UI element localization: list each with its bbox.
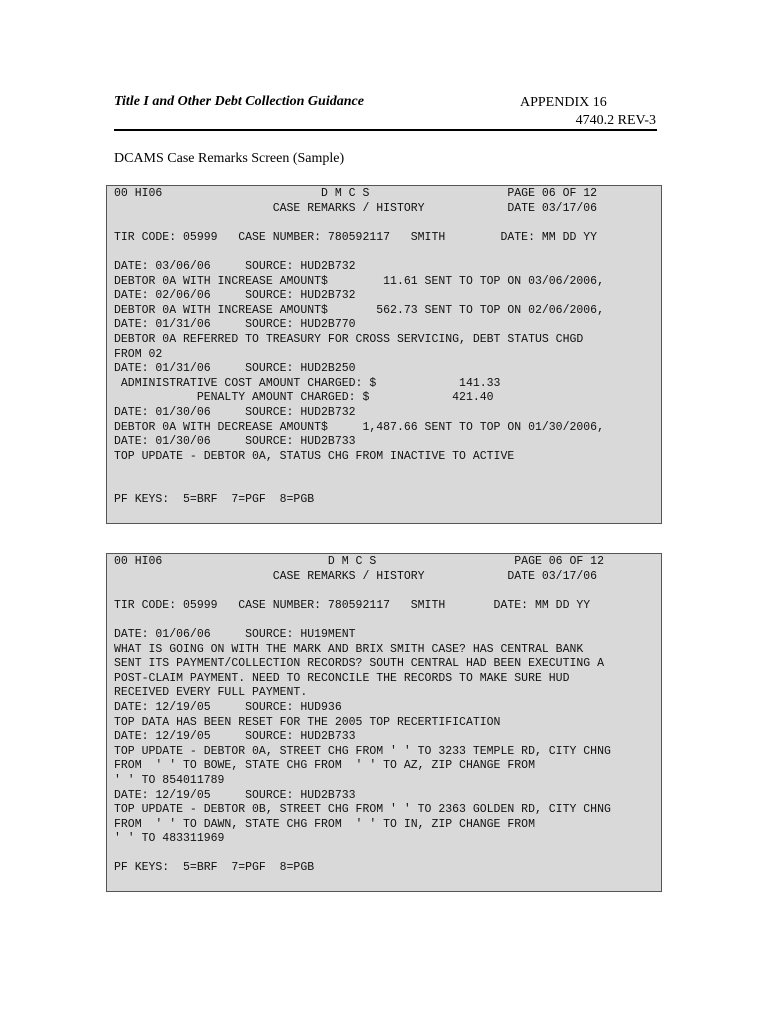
appendix-label: APPENDIX 16	[520, 95, 607, 110]
screen-line: FROM ' ' TO DAWN, STATE CHG FROM ' ' TO IN, ZIP CHANGE FROM	[114, 817, 535, 831]
screen-line: DEBTOR 0A WITH INCREASE AMOUNT$ 11.61 SENT TO TOP ON 03/06/2006,	[114, 274, 604, 288]
screen-2-text	[114, 555, 654, 876]
screen-line: DATE: 03/06/06 SOURCE: HUD2B732	[114, 259, 356, 273]
screen-line: DATE: 02/06/06 SOURCE: HUD2B732	[114, 289, 356, 303]
screen-line: TIR CODE: 05999 CASE NUMBER: 780592117 SMITH DATE: MM DD YY	[114, 598, 591, 612]
screen-line: DATE: 12/19/05 SOURCE: HUD936	[114, 700, 342, 714]
screen-line: DATE: 01/30/06 SOURCE: HUD2B732	[114, 405, 356, 419]
screen-line: RECEIVED EVERY FULL PAYMENT.	[114, 686, 308, 700]
screen-line: DATE: 12/19/05 SOURCE: HUD2B733	[114, 730, 356, 744]
appendix-block	[520, 94, 656, 130]
screen-1-text	[114, 187, 654, 508]
screen-line: WHAT IS GOING ON WITH THE MARK AND BRIX SMITH CASE? HAS CENTRAL BANK	[114, 642, 584, 656]
screen-line: FROM ' ' TO BOWE, STATE CHG FROM ' ' TO AZ, ZIP CHANGE FROM	[114, 759, 535, 773]
document-title: Title I and Other Debt Collection Guidance	[114, 94, 364, 109]
screen-line: ADMINISTRATIVE COST AMOUNT CHARGED: $ 141.33	[114, 376, 501, 390]
screen-line: TIR CODE: 05999 CASE NUMBER: 780592117 SMITH DATE: MM DD YY	[114, 230, 598, 244]
header-divider	[114, 129, 657, 131]
dcams-screen-1	[106, 185, 662, 524]
screen-line: 00 HI06 D M C S PAGE 06 OF 12	[114, 187, 598, 200]
screen-line: DATE: 01/31/06 SOURCE: HUD2B250	[114, 362, 356, 376]
screen-line: DATE: 01/06/06 SOURCE: HU19MENT	[114, 627, 356, 641]
dcams-screen-2	[106, 553, 662, 892]
screen-line: ' ' TO 483311969	[114, 832, 225, 846]
screen-line: DATE: 12/19/05 SOURCE: HUD2B733	[114, 788, 356, 802]
screen-line: 00 HI06 D M C S PAGE 06 OF 12	[114, 555, 604, 568]
screen-line: TOP DATA HAS BEEN RESET FOR THE 2005 TOP RECERTIFICATION	[114, 715, 501, 729]
screen-line: TOP UPDATE - DEBTOR 0A, STREET CHG FROM ' ' TO 3233 TEMPLE RD, CITY CHNG	[114, 744, 611, 758]
screen-line: FROM 02	[114, 347, 163, 361]
screen-line: PF KEYS: 5=BRF 7=PGF 8=PGB	[114, 861, 315, 875]
screen-line: DEBTOR 0A WITH INCREASE AMOUNT$ 562.73 SENT TO TOP ON 02/06/2006,	[114, 303, 604, 317]
screen-line: TOP UPDATE - DEBTOR 0B, STREET CHG FROM ' ' TO 2363 GOLDEN RD, CITY CHNG	[114, 803, 611, 817]
screen-line: SENT ITS PAYMENT/COLLECTION RECORDS? SOUTH CENTRAL HAD BEEN EXECUTING A	[114, 657, 604, 671]
screen-line: TOP UPDATE - DEBTOR 0A, STATUS CHG FROM INACTIVE TO ACTIVE	[114, 449, 515, 463]
revision-label: 4740.2 REV-3	[575, 113, 656, 128]
screen-line: DATE: 01/30/06 SOURCE: HUD2B733	[114, 435, 356, 449]
screen-line: DATE: 01/31/06 SOURCE: HUD2B770	[114, 318, 356, 332]
screen-line: CASE REMARKS / HISTORY DATE 03/17/06	[114, 569, 598, 583]
screen-line: POST-CLAIM PAYMENT. NEED TO RECONCILE THE RECORDS TO MAKE SURE HUD	[114, 671, 570, 685]
screen-line: PENALTY AMOUNT CHARGED: $ 421.40	[114, 391, 494, 405]
screen-line: DEBTOR 0A REFERRED TO TREASURY FOR CROSS SERVICING, DEBT STATUS CHGD	[114, 332, 584, 346]
section-caption: DCAMS Case Remarks Screen (Sample)	[114, 151, 345, 166]
screen-line: ' ' TO 854011789	[114, 773, 225, 787]
screen-line: DEBTOR 0A WITH DECREASE AMOUNT$ 1,487.66 SENT TO TOP ON 01/30/2006,	[114, 420, 604, 434]
screen-line: CASE REMARKS / HISTORY DATE 03/17/06	[114, 201, 598, 215]
screen-line: PF KEYS: 5=BRF 7=PGF 8=PGB	[114, 493, 315, 507]
